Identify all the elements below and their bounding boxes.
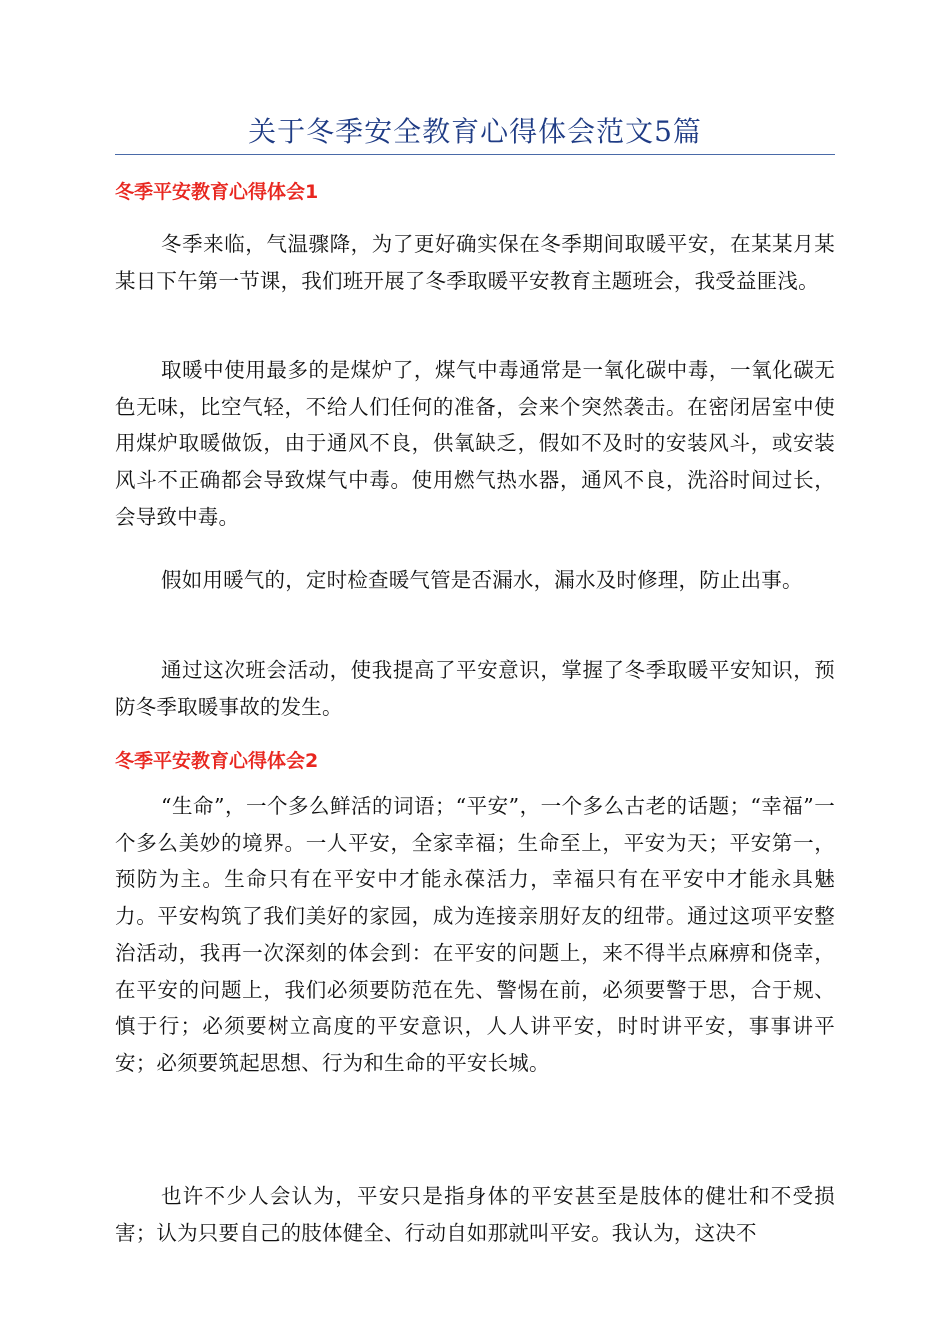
title-underline <box>115 154 835 155</box>
section-heading-2: 冬季平安教育心得体会2 <box>115 750 319 772</box>
paragraph: 假如用暖气的，定时检查暖气管是否漏水，漏水及时修理，防止出事。 <box>161 568 803 592</box>
paragraph: 取暖中使用最多的是煤炉了，煤气中毒通常是一氧化碳中毒，一氧化碳无色无味，比空气轻，不给人们任何的准备，会来个突然袭击。在密闭居室中使用煤炉取暖做饭，由于通风不良，供氧缺乏，假如不及时的安装风斗，或安装风斗不正确都会导致煤气中毒。使用燃气热水器，通风不良，洗浴时间过长，会导致中毒。 <box>115 358 835 529</box>
paragraph: 通过这次班会活动，使我提高了平安意识，掌握了冬季取暖平安知识，预防冬季取暖事故的发生。 <box>115 658 835 719</box>
paragraph: 冬季来临，气温骤降，为了更好确实保在冬季期间取暖平安，在某某月某某日下午第一节课，我们班开展了冬季取暖平安教育主题班会，我受益匪浅。 <box>115 232 835 293</box>
paragraph: “生命”，一个多么鲜活的词语；“平安”，一个多么古老的话题；“幸福”一个多么美妙的境界。一人平安，全家幸福；生命至上，平安为天；平安第一，预防为主。生命只有在平安中才能永葆活力，幸福只有在平安中才能永具魅力。平安构筑了我们美好的家园，成为连接亲朋好友的纽带。通过这项平安整治活动，我再一次深刻的体会到：在平安的问题上，来不得半点麻痹和侥幸，在平安的问题上，我们必须要防范在先、警惕在前，必须要警于思，合于规、慎于行；必须要树立高度的平安意识，人人讲平安，时时讲平安，事事讲平安；必须要筑起思想、行为和生命的平安长城。 <box>115 794 835 1075</box>
section-heading-1: 冬季平安教育心得体会1 <box>115 181 319 203</box>
paragraph: 也许不少人会认为，平安只是指身体的平安甚至是肢体的健壮和不受损害；认为只要自己的肢体健全、行动自如那就叫平安。我认为，这决不 <box>115 1184 835 1245</box>
document-title: 关于冬季安全教育心得体会范文5篇 <box>248 115 702 148</box>
